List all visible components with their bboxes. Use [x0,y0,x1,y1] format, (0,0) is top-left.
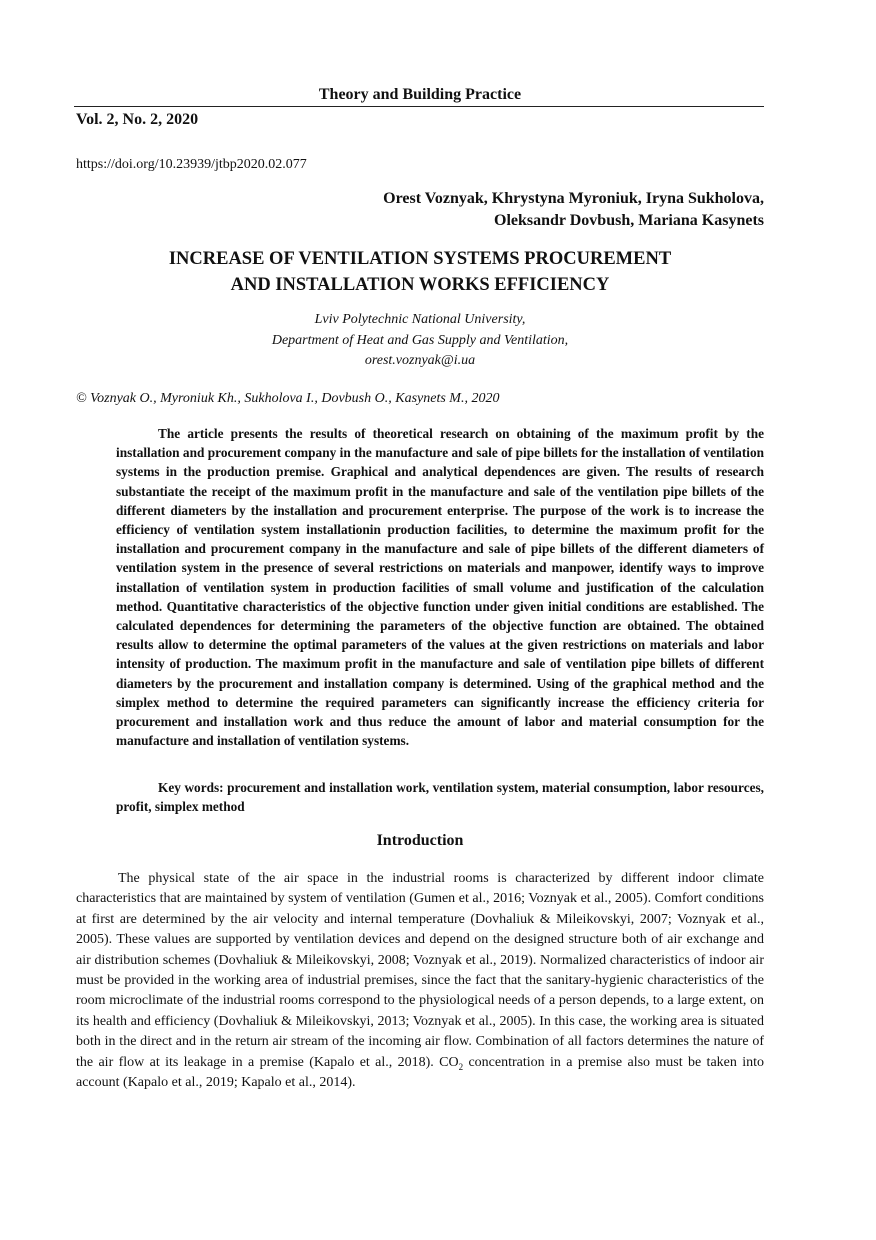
intro-text-part-1: The physical state of the air space in the industrial rooms is characterized by different indoor climate characteristics that are maintained by system of ventilation (Gumen et al., 2016; Voznyak et al., 2005). Comfort conditions at first are determined by the air velocity and internal temperature (Dovhaliuk & Mileikovskyi, 2007; Voznyak et al., 2005). These values are supported by ventilation devices and depend on the designed structure both of air exchange and air distribution schemes (Dovhaliuk & Mileikovskyi, 2008; Voznyak et al., 2019). Normalized characteristics of indoor air must be provided in the working area of industrial premises, since the fact that the sanitary-hygienic characteristics of the room microclimate of the industrial rooms correspond to the physiological needs of a person depends, to a large extent, on its health and efficiency (Dovhaliuk & Mileikovskyi, 2013; Voznyak et al., 2005). In this case, the working area is situated both in the direct and in the return air stream of the incoming air flow. Combination of all factors determines the nature of the air flow at its leakage in a premise (Kapalo et al., 2018). CO [76,871,764,1070]
keywords: Key words: procurement and installation work, ventilation system, material consumption, labor resources, profit, simplex method [116,780,764,815]
volume-issue: Vol. 2, No. 2, 2020 [76,111,199,128]
abstract: The article presents the results of theoretical research on obtaining of the maximum profit by the installation and procurement company in the manufacture and sale of pipe billets for the installation of ventilation systems in the production premise. Graphical and analytical dependences are given. The results of research substantiate the receipt of the maximum profit in the manufacture and sale of the ventilation pipe billets of the different diameters by the installation and procurement enterprise. The purpose of the work is to increase the efficiency of ventilation system installationin production facilities, to determine the maximum profit for the installation and procurement company in the manufacture and sale of pipe billets of the different diameters of ventilation system in the presence of several restrictions on materials and manpower, identify ways to improve installation of ventilation system in production facilities of small volume and justification of the calculation method. Quantitative characteristics of the objective function under given initial conditions are established. The calculated dependences for determining the parameters of the objective function are obtained. The obtained results allow to determine the optimal parameters of the values at the given restrictions on materials and labor intensity of production. The maximum profit in the manufacture and sale of ventilation pipe billets of different diameters by the procurement and installation company is determined. Using of the graphical method and the simplex method to determine the required parameters can significantly increase the efficiency criteria for procurement and installation work and thus reduce the amount of labor and material consumption for the manufacture and installation of ventilation systems. [116,426,764,749]
affiliation [76,310,764,372]
author-line-2: Oleksandr Dovbush, Mariana Kasynets [494,212,764,229]
co2-subscript: 2 [458,1061,464,1072]
paper-title [76,246,764,298]
affiliation-department: Department of Heat and Gas Supply and Ventilation, [271,332,569,348]
section-heading-introduction: Introduction [376,832,464,849]
author-line-1: Orest Voznyak, Khrystyna Myroniuk, Iryna Sukholova, [383,190,764,207]
affiliation-university: Lviv Polytechnic National University, [314,312,526,327]
intro-text-part-2: concentration in a premise also must be taken into account (Kapalo et al., 2019; Kapalo et al., 2014). [76,1054,765,1091]
header-divider [74,106,764,107]
author-email[interactable]: orest.voznyak@i.ua [364,353,476,368]
journal-title: Theory and Building Practice [318,86,522,103]
copyright-notice: © Voznyak O., Myroniuk Kh., Sukholova I., Dovbush O., Kasynets M., 2020 [76,391,500,406]
introduction-paragraph [76,869,764,1093]
doi-link[interactable]: https://doi.org/10.23939/jtbp2020.02.077 [76,157,307,172]
title-line-1: INCREASE OF VENTILATION SYSTEMS PROCUREMENT [168,249,672,269]
title-line-2: AND INSTALLATION WORKS EFFICIENCY [230,275,610,295]
author-list [204,188,764,232]
